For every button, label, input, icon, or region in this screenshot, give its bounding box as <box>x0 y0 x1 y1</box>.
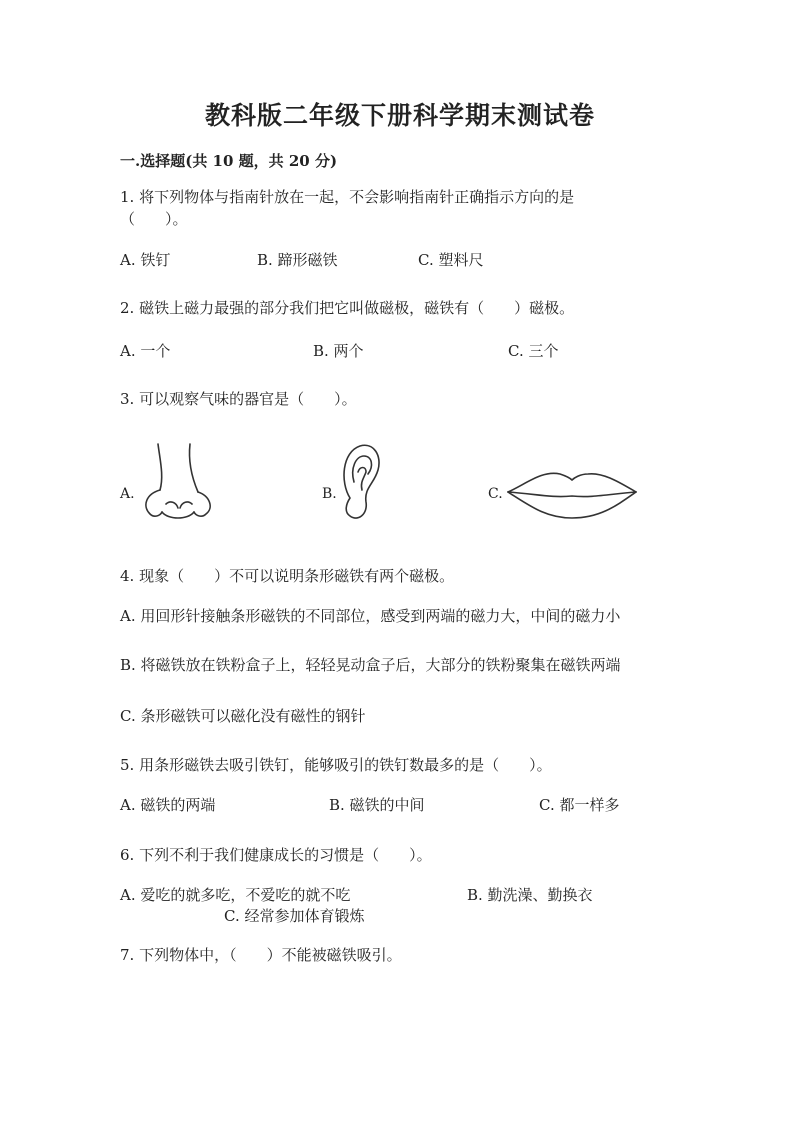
question-2-option-c: C. 三个 <box>508 342 559 360</box>
question-1-text-cont: （ ）。 <box>120 210 188 228</box>
section-heading: 一.选择题(共 10 题，共 20 分) <box>120 152 338 170</box>
ear-icon <box>338 442 382 522</box>
question-5-text: 5. 用条形磁铁去吸引铁钉，能够吸引的铁钉数最多的是（ ）。 <box>120 756 552 774</box>
question-1-option-b: B. 蹄形磁铁 <box>257 251 338 269</box>
question-3-option-c: C. <box>488 486 503 502</box>
question-2-option-a: A. 一个 <box>120 342 171 360</box>
question-1-option-c: C. 塑料尺 <box>418 251 484 269</box>
question-1 <box>120 186 680 230</box>
question-3-option-a: A. <box>120 486 135 502</box>
question-4-option-c: C. 条形磁铁可以磁化没有磁性的钢针 <box>120 707 366 725</box>
question-3-text: 3. 可以观察气味的器官是（ ）。 <box>120 390 357 408</box>
question-6-option-a: A. 爱吃的就多吃，不爱吃的就不吃 <box>120 886 351 904</box>
question-3-option-b: B. <box>322 486 337 502</box>
question-4-option-b: B. 将磁铁放在铁粉盒子上，轻轻晃动盒子后，大部分的铁粉聚集在磁铁两端 <box>120 656 621 674</box>
question-7-text: 7. 下列物体中，（ ）不能被磁铁吸引。 <box>120 946 402 964</box>
question-1-text: 1. 将下列物体与指南针放在一起，不会影响指南针正确指示方向的是 <box>120 188 575 206</box>
mouth-icon <box>506 466 638 522</box>
question-5-option-b: B. 磁铁的中间 <box>329 796 425 814</box>
question-5-option-a: A. 磁铁的两端 <box>120 796 216 814</box>
question-6-text: 6. 下列不利于我们健康成长的习惯是（ ）。 <box>120 846 432 864</box>
nose-icon <box>136 440 216 522</box>
question-2-text: 2. 磁铁上磁力最强的部分我们把它叫做磁极，磁铁有（ ）磁极。 <box>120 299 575 317</box>
question-1-option-a: A. 铁钉 <box>120 251 171 269</box>
page-title: 教科版二年级下册科学期末测试卷 <box>204 101 595 130</box>
question-5-option-c: C. 都一样多 <box>539 796 620 814</box>
question-6-option-b: B. 勤洗澡、勤换衣 <box>467 886 593 904</box>
question-4-text: 4. 现象（ ）不可以说明条形磁铁有两个磁极。 <box>120 567 455 585</box>
question-6-option-c: C. 经常参加体育锻炼 <box>224 907 365 925</box>
question-2-option-b: B. 两个 <box>313 342 364 360</box>
question-4-option-a: A. 用回形针接触条形磁铁的不同部位，感受到两端的磁力大，中间的磁力小 <box>120 607 621 625</box>
